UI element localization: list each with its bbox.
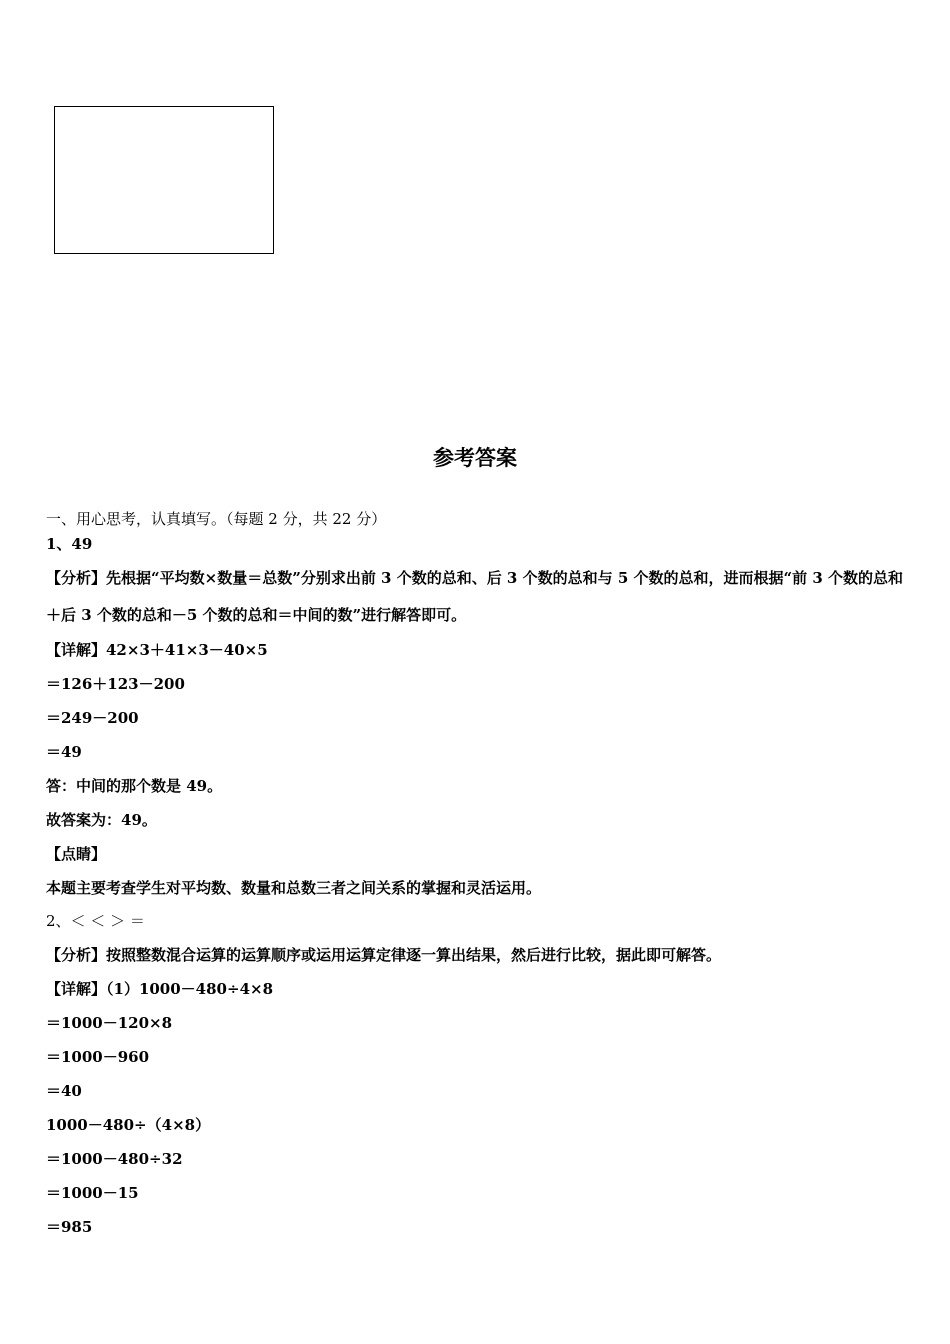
q2-step-3: ＝40 (46, 1082, 82, 1100)
q2-header: 2、＜ ＜ ＞ ＝ (46, 912, 145, 930)
q2-step-2: ＝1000－960 (46, 1048, 150, 1066)
q1-step-2: ＝249－200 (46, 709, 139, 727)
q2-analysis: 【分析】按照整数混合运算的运算顺序或运用运算定律逐一算出结果，然后进行比较，据此即可解答。 (46, 946, 722, 964)
q2-expression-2: 1000－480÷（4×8） (46, 1116, 211, 1134)
q1-point-text: 本题主要考查学生对平均数、数量和总数三者之间关系的掌握和灵活运用。 (46, 879, 542, 897)
q2-step-5: ＝1000－15 (46, 1184, 139, 1202)
q1-step-1: ＝126＋123－200 (46, 675, 185, 693)
q2-step-4: ＝1000－480÷32 (46, 1150, 183, 1168)
q1-analysis: 【分析】先根据“平均数×数量＝总数”分别求出前 3 个数的总和、后 3 个数的总和与 5 个数的总和，进而根据“前 3 个数的总和＋后 3 个数的总和－5 个数的总和＝中间的数”进行解答即可。 (46, 569, 903, 624)
q1-header: 1、49 (46, 535, 93, 553)
q1-step-3: ＝49 (46, 743, 82, 761)
q1-detail: 【详解】42×3＋41×3－40×5 (46, 641, 268, 659)
empty-figure-box (54, 106, 274, 254)
q2-step-1: ＝1000－120×8 (46, 1014, 173, 1032)
page-title: 参考答案 (433, 446, 517, 470)
q1-conclusion: 故答案为：49。 (46, 811, 157, 829)
q1-point-label: 【点睛】 (46, 845, 107, 863)
q1-answer: 答：中间的那个数是 49。 (46, 777, 223, 795)
q2-detail: 【详解】（1）1000－480÷4×8 (46, 980, 274, 998)
q2-step-6: ＝985 (46, 1218, 93, 1236)
section-heading: 一、用心思考，认真填写。（每题 2 分，共 22 分） (46, 510, 387, 528)
